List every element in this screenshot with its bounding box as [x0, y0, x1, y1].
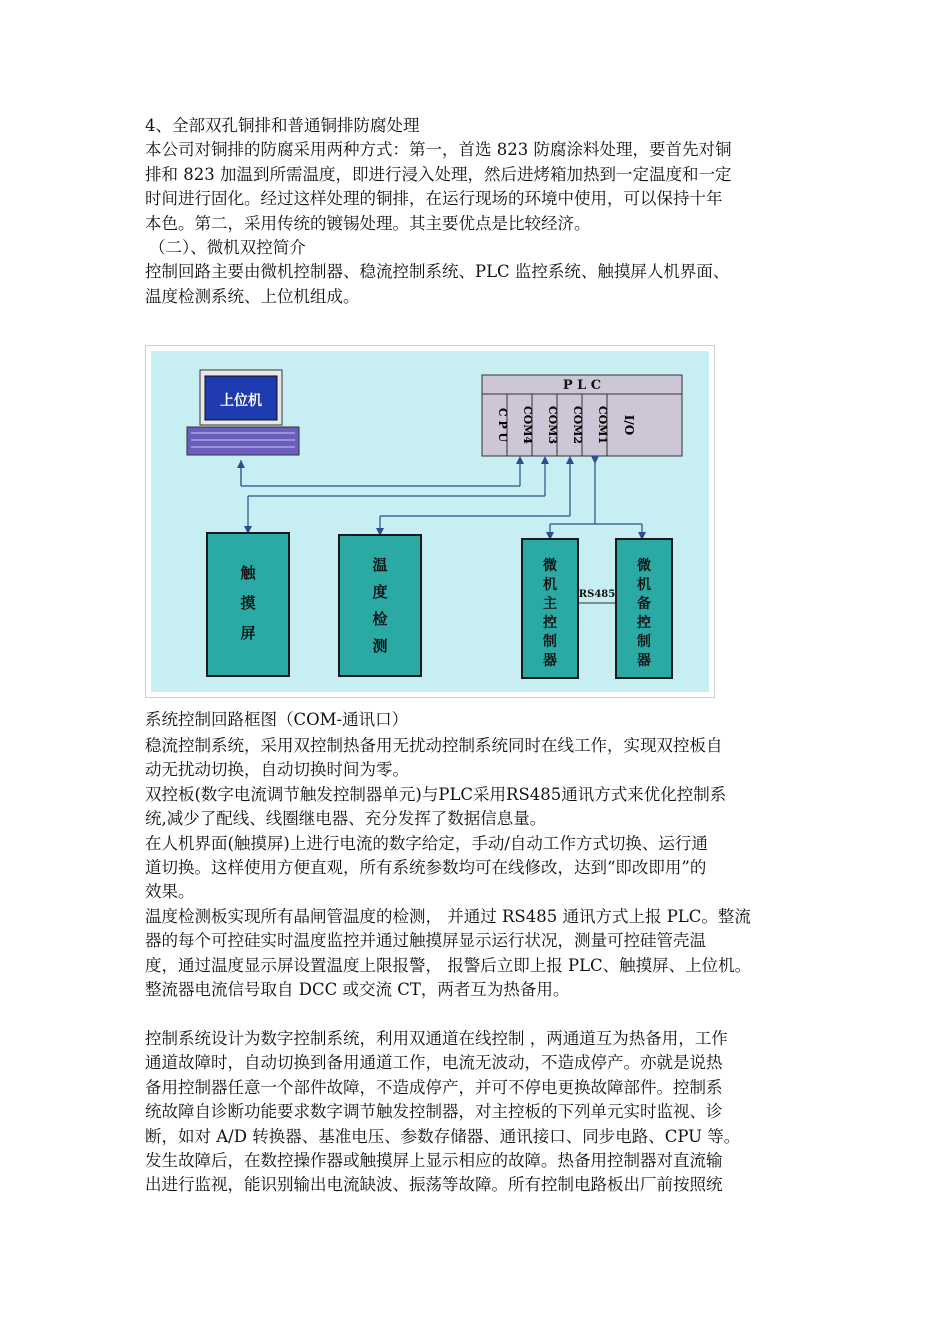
desc-line-8: 温度检测板实现所有晶闸管温度的检测， 并通过 RS485 通讯方式上报 PLC。整流: [145, 906, 751, 926]
desc-line-3: 双控板(数字电流调节触发控制器单元)与PLC采用RS485通讯方式来优化控制系: [145, 784, 727, 804]
plc-slot-com3: COM3: [546, 405, 559, 445]
diagram-svg: [145, 345, 715, 698]
plc-title: P L C: [562, 378, 602, 393]
svg-text:控: 控: [637, 615, 651, 631]
svg-text:控: 控: [543, 615, 557, 631]
svg-text:主: 主: [543, 596, 557, 612]
design-line-2: 通道故障时，自动切换到备用通道工作，电流无波动，不造成停产。亦就是说热: [145, 1053, 723, 1073]
section-description: [145, 734, 815, 1002]
section4-line-1: 本公司对铜排的防腐采用两种方式：第一，首选 823 防腐涂料处理，要首先对铜: [145, 140, 732, 160]
desc-line-7: 效果。: [145, 882, 195, 902]
design-line-6: 发生故障后，在数控操作器或触摸屏上显示相应的故障。热备用控制器对直流输: [145, 1151, 723, 1171]
figure-caption: 系统控制回路框图（COM-通讯口）: [145, 710, 409, 729]
section4-line-2: 排和 823 加温到所需温度，即进行浸入处理，然后进烤箱加热到一定温度和一定: [145, 164, 732, 184]
svg-text:制: 制: [637, 634, 651, 650]
main-controller-box: [522, 539, 578, 678]
plc-unit: [482, 375, 682, 456]
desc-line-9: 器的每个可控硅实时温度监控并通过触摸屏显示运行状况，测量可控硅管壳温: [145, 931, 706, 951]
plc-slot-io: I/O: [622, 414, 636, 436]
section4-heading: 4、全部双孔铜排和普通铜排防腐处理: [145, 116, 420, 135]
svg-text:机: 机: [543, 577, 557, 593]
svg-text:温: 温: [372, 556, 388, 574]
desc-line-2: 动无扰动切换，自动切换时间为零。: [145, 760, 409, 780]
section2-line-1: 控制回路主要由微机控制器、稳流控制系统、PLC 监控系统、触摸屏人机界面、: [145, 262, 730, 282]
design-line-5: 断，如对 A/D 转换器、基准电压、参数存储器、通讯接口、同步电路、CPU 等。: [145, 1126, 741, 1146]
touch-screen-box: [207, 533, 289, 676]
backup-controller-box: [616, 539, 672, 678]
section2-line-2: 温度检测系统、上位机组成。: [145, 286, 360, 306]
section-system-design: [145, 1027, 815, 1198]
desc-line-6: 道切换。这样使用方便直观，所有系统参数均可在线修改，达到“即改即用”的: [145, 858, 707, 878]
plc-slot-com2: COM2: [571, 405, 584, 445]
svg-text:机: 机: [637, 577, 651, 593]
plc-slot-com1: COM1: [596, 405, 609, 445]
connection-lines: [241, 460, 642, 603]
svg-text:器: 器: [543, 653, 557, 669]
desc-line-11: 整流器电流信号取自 DCC 或交流 CT，两者互为热备用。: [145, 980, 570, 1000]
svg-text:微: 微: [543, 558, 557, 574]
desc-line-5: 在人机界面(触摸屏)上进行电流的数字给定，手动/自动工作方式切换、运行通: [145, 833, 708, 853]
desc-line-1: 稳流控制系统，采用双控制热备用无扰动控制系统同时在线工作，实现双控板自: [145, 736, 723, 755]
design-line-4: 统故障自诊断功能要求数字调节触发控制器，对主控板的下列单元实时监视、诊: [145, 1102, 723, 1122]
svg-text:制: 制: [543, 634, 557, 650]
svg-text:度: 度: [372, 583, 388, 601]
design-line-7: 出进行监视，能识别输出电流缺波、振荡等故障。所有控制电路板出厂前按照统: [145, 1175, 723, 1195]
svg-text:器: 器: [637, 653, 651, 669]
design-line-1: 控制系统设计为数字控制系统，利用双通道在线控制 ，两通道互为热备用，工作: [145, 1029, 728, 1048]
plc-slot-com4: COM4: [521, 405, 534, 445]
desc-line-10: 度，通过温度显示屏设置温度上限报警， 报警后立即上报 PLC、触摸屏、上位机。: [145, 955, 752, 975]
host-label: 上位机: [220, 393, 262, 409]
section-top: [145, 114, 815, 309]
temperature-detection-box: [339, 535, 421, 676]
host-keyboard: [187, 427, 299, 455]
section2-heading: （二）、微机双控简介: [149, 238, 306, 258]
rs485-label: RS485: [578, 589, 616, 600]
host-computer: [187, 370, 299, 455]
section4-line-4: 本色。第二，采用传统的镀锡处理。其主要优点是比较经济。: [145, 213, 591, 233]
plc-slot-cpu: C P U: [496, 407, 509, 443]
desc-line-4: 统,减少了配线、线圈继电器、充分发挥了数据信息量。: [145, 809, 547, 829]
svg-text:微: 微: [637, 558, 651, 574]
svg-text:检: 检: [372, 610, 388, 628]
section4-line-3: 时间进行固化。经过这样处理的铜排，在运行现场的环境中使用，可以保持十年: [145, 189, 723, 209]
control-loop-diagram: [145, 345, 715, 698]
svg-text:摸: 摸: [240, 594, 256, 612]
svg-text:屏: 屏: [240, 624, 256, 642]
svg-text:触: 触: [240, 564, 256, 582]
svg-text:测: 测: [372, 637, 388, 655]
design-line-3: 备用控制器任意一个部件故障，不造成停产，并可不停电更换故障部件。控制系: [145, 1077, 723, 1097]
svg-text:备: 备: [637, 596, 651, 612]
